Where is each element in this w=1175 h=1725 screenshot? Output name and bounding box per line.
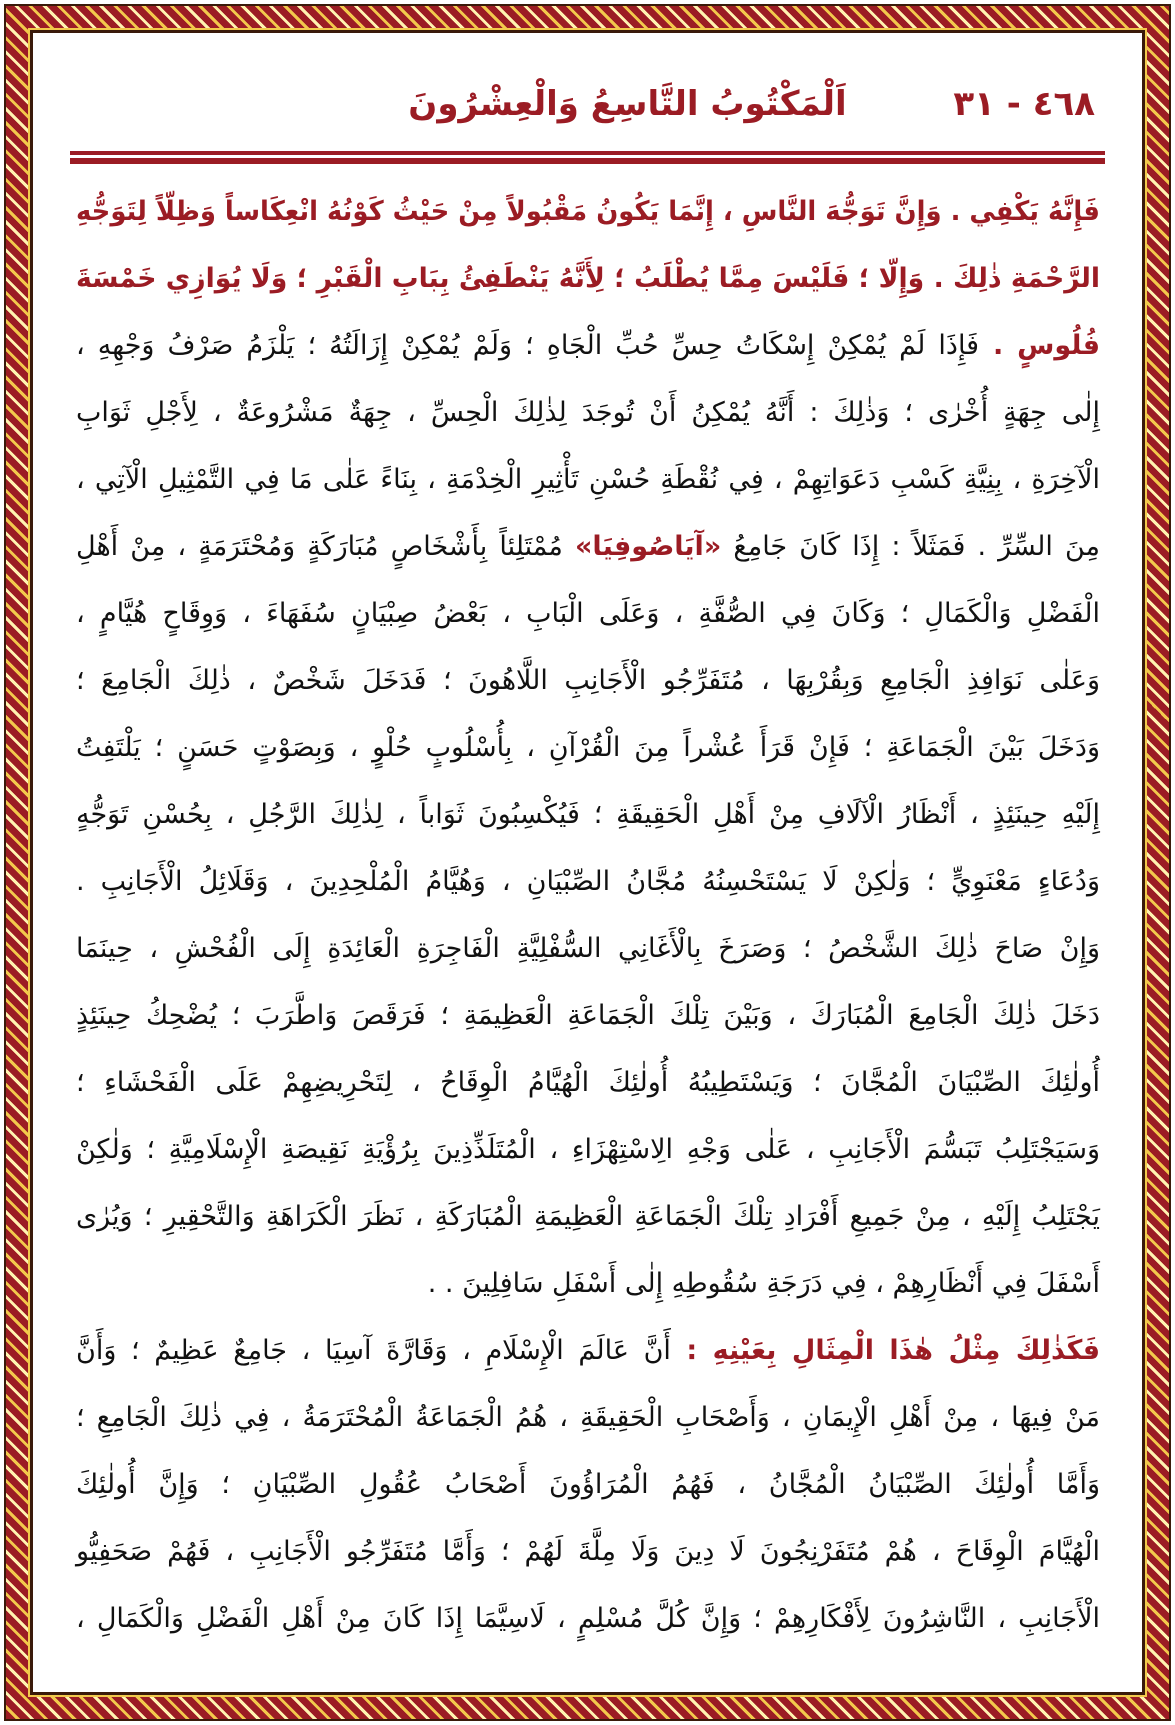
body-text: وَسَيَجْتَلِبُ تَبَسُّمَ الْأَجَانِبِ ، عَلٰى وَجْهِ الِاسْتِهْزَاءِ ، الْمُتَلَذِّذِينَ بِرُؤْيَةِ نَقِيصَةِ الْإِسْلَامِيَّةِ ؛ وَلٰكِنْ	[76, 1134, 1100, 1165]
text-line	[76, 1049, 1100, 1116]
text-line	[76, 312, 1100, 379]
body-text: وَدُعَاءٍ مَعْنَوِيٍّ ؛ وَلٰكِنْ لَا يَسْتَحْسِنُهُ مُجَّانُ الصِّبْيَانِ ، وَهُيَّامُ الْمُلْحِدِينَ ، وَقَلَائِلُ الْأَجَانِبِ .	[76, 866, 1100, 897]
page-header	[70, 80, 1105, 140]
body-text: إِلَيْهِ حِينَئِذٍ ، أَنْظَارُ الْآلَافِ مِنْ أَهْلِ الْحَقِيقَةِ ؛ فَيُكْسِبُونَ ثَوَاباً ، لِذٰلِكَ الرَّجُلِ ، بِحُسْنِ تَوَجُّهٍ	[76, 799, 1100, 830]
body-text: أَنَّ عَالَمَ الْإِسْلَامِ ، وَقَارَّةَ آسِيَا ، جَامِعٌ عَظِيمٌ ؛ وَأَنَّ	[76, 1335, 671, 1366]
highlighted-text: فُلُوسٍ .	[979, 330, 1101, 361]
body-text: مُمْتَلِئاً بِأَشْخَاصٍ مُبَارَكَةٍ وَمُحْتَرَمَةٍ ، مِنْ أَهْلِ	[76, 531, 575, 562]
text-line	[76, 178, 1100, 245]
text-line	[76, 245, 1100, 312]
text-line	[76, 1317, 1100, 1384]
body-text: مَنْ فِيهَا ، مِنْ أَهْلِ الْإِيمَانِ ، وَأَصْحَابِ الْحَقِيقَةِ ، هُمُ الْجَمَاعَةُ الْمُحْتَرَمَةُ ، فِي ذٰلِكَ الْجَامِعِ ؛	[76, 1402, 1100, 1433]
text-line	[76, 1116, 1100, 1183]
body-text: الْأَجَانِبِ ، النَّاشِرُونَ لِأَفْكَارِهِمْ ؛ وَإِنَّ كُلَّ مُسْلِمٍ ، لَاسِيَّمَا إِذَا كَانَ مِنْ أَهْلِ الْفَضْلِ وَالْكَمَالِ ،	[76, 1603, 1100, 1634]
text-line	[76, 982, 1100, 1049]
text-line	[76, 848, 1100, 915]
body-text: فَإِذَا لَمْ يُمْكِنْ إِسْكَاتُ حِسِّ حُبِّ الْجَاهِ ؛ وَلَمْ يُمْكِنْ إِزَالَتُهُ ؛ يَلْزَمُ صَرْفُ وَجْهِهِ ،	[76, 330, 980, 361]
body-text: وَعَلٰى نَوَافِذِ الْجَامِعِ وَبِقُرْبِهَا ، مُتَفَرِّجُو الْأَجَانِبِ اللَّاهُونَ ؛ فَدَخَلَ شَخْصٌ ، ذٰلِكَ الْجَامِعَ ؛	[76, 665, 1100, 696]
text-line	[76, 1518, 1100, 1585]
text-line	[76, 1250, 1100, 1317]
body-text: وَإِنْ صَاحَ ذٰلِكَ الشَّخْصُ ؛ وَصَرَخَ بِالْأَغَانِي السُّفْلِيَّةِ الْفَاجِرَةِ الْعَائِدَةِ إِلَى الْفُحْشِ ، حِينَمَا	[76, 933, 1100, 964]
text-line	[76, 781, 1100, 848]
body-text: أُولٰئِكَ الصِّبْيَانَ الْمُجَّانَ ؛ وَيَسْتَطِيبُهُ أُولٰئِكَ الْهُيَّامُ الْوِقَاحُ ، لِتَحْرِيضِهِمْ عَلَى الْفَحْشَاءِ ؛	[76, 1067, 1100, 1098]
body-text: وَأَمَّا أُولٰئِكَ الصِّبْيَانُ الْمُجَّانُ ، فَهُمُ الْمُرَاؤُونَ أَصْحَابُ عُقُولِ الصِّبْيَانِ ؛ وَإِنَّ أُولٰئِكَ	[76, 1469, 1100, 1500]
page-title: اَلْمَكْتُوبُ التَّاسِعُ وَالْعِشْرُونَ	[408, 84, 847, 124]
body-text: الْآخِرَةِ ، بِنِيَّةِ كَسْبِ دَعَوَاتِهِمْ ، فِي نُقْطَةِ حُسْنِ تَأْثِيرِ الْخِدْمَةِ ، بِنَاءً عَلٰى مَا فِي التَّمْثِيلِ الْآتِي ،	[76, 464, 1100, 495]
text-line	[76, 915, 1100, 982]
text-line	[76, 1585, 1100, 1652]
body-text: مِنَ السِّرِّ . فَمَثَلاً : إِذَا كَانَ جَامِعُ	[721, 531, 1100, 562]
body-text: إِلٰى جِهَةٍ أُخْرٰى ؛ وَذٰلِكَ : أَنَّهُ يُمْكِنُ أَنْ تُوجَدَ لِذٰلِكَ الْحِسِّ ، جِهَةٌ مَشْرُوعَةٌ ، لِأَجْلِ ثَوَابِ	[76, 397, 1100, 428]
text-line	[76, 647, 1100, 714]
text-line	[76, 446, 1100, 513]
body-text: دَخَلَ ذٰلِكَ الْجَامِعَ الْمُبَارَكَ ، وَبَيْنَ تِلْكَ الْجَمَاعَةِ الْعَظِيمَةِ ؛ فَرَقَصَ وَاطَّرَبَ ؛ يُضْحِكُ حِينَئِذٍ	[76, 1000, 1100, 1031]
highlighted-text: «آيَاصُوفِيَا»	[574, 531, 722, 562]
text-line	[76, 1384, 1100, 1451]
body-text: الْفَضْلِ وَالْكَمَالِ ؛ وَكَانَ فِي الصُّفَّةِ ، وَعَلَى الْبَابِ ، بَعْضُ صِبْيَانٍ سُفَهَاءَ ، وَوِقَاحٍ هُيَّامٍ ،	[76, 598, 1100, 629]
text-line	[76, 580, 1100, 647]
body-text: الْهُيَّامَ الْوِقَاحَ ، هُمْ مُتَفَرْنِجُونَ لَا دِينَ وَلَا مِلَّةَ لَهُمْ ؛ وَأَمَّا مُتَفَرِّجُو الْأَجَانِبِ ، فَهُمْ صَحَفِيُّو	[76, 1536, 1100, 1567]
document-body	[76, 178, 1100, 1652]
body-text: وَدَخَلَ بَيْنَ الْجَمَاعَةِ ؛ فَإِنْ قَرَأَ عُشْراً مِنَ الْقُرْآنِ ، بِأُسْلُوبٍ حُلْوٍ ، وَبِصَوْتٍ حَسَنٍ ؛ يَلْتَفِتُ	[76, 732, 1100, 763]
header-rule	[70, 151, 1105, 155]
text-line	[76, 513, 1100, 580]
page-number: ٤٦٨ - ٣١	[953, 84, 1095, 124]
text-line	[76, 379, 1100, 446]
highlighted-text: فَإِنَّهُ يَكْفِي . وَإِنَّ تَوَجُّهَ النَّاسِ ، إِنَّمَا يَكُونُ مَقْبُولاً مِنْ حَيْثُ كَوْنُهُ انْعِكَاساً وَظِلّاً لِتَوَجُّهِ	[76, 196, 1100, 227]
text-line	[76, 714, 1100, 781]
body-text: أَسْفَلَ فِي أَنْظَارِهِمْ ، فِي دَرَجَةِ سُقُوطِهِ إِلٰى أَسْفَلِ سَافِلِينَ . .	[427, 1268, 1100, 1299]
highlighted-text: الرَّحْمَةِ ذٰلِكَ . وَإِلّا ؛ فَلَيْسَ مِمَّا يُطْلَبُ ؛ لِأَنَّهُ يَنْطَفِئُ بِبَابِ الْقَبْرِ ؛ وَلَا يُوَازِي خَمْسَةَ	[76, 263, 1100, 294]
highlighted-text: فَكَذٰلِكَ مِثْلُ هٰذَا الْمِثَالِ بِعَيْنِهِ :	[670, 1335, 1100, 1366]
text-line	[76, 1451, 1100, 1518]
body-text: يَجْتَلِبُ إِلَيْهِ ، مِنْ جَمِيعِ أَفْرَادِ تِلْكَ الْجَمَاعَةِ الْعَظِيمَةِ الْمُبَارَكَةِ ، نَظَرَ الْكَرَاهَةِ وَالتَّحْقِيرِ ؛ وَيُرٰى	[76, 1201, 1100, 1232]
header-rule-thick	[70, 158, 1105, 164]
text-line	[76, 1183, 1100, 1250]
